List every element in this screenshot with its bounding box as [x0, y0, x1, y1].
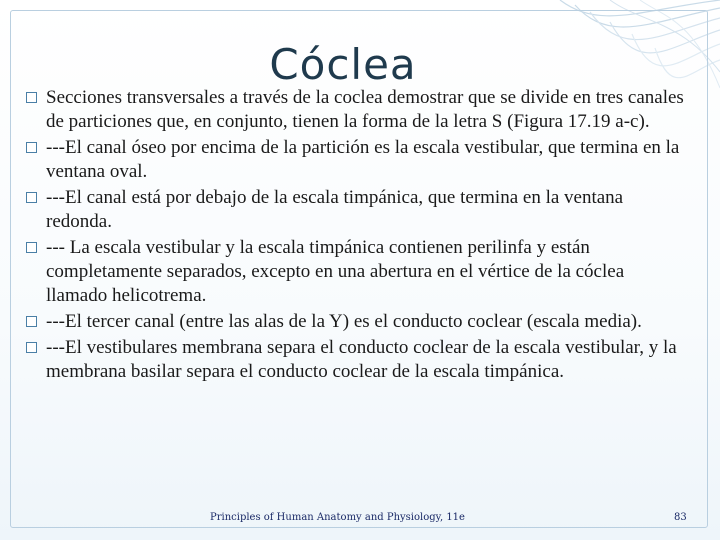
bullet-item — [26, 186, 686, 234]
bullet-item — [26, 86, 686, 134]
square-bullet-icon — [26, 342, 37, 353]
square-bullet-icon — [26, 242, 37, 253]
bullet-text: Secciones transversales a través de la coclea demostrar que se divide en tres canales de particiones que, en conjunto, tienen la forma de la letra S (Figura 17.19 a-c). — [46, 87, 684, 132]
bullet-item — [26, 310, 686, 334]
bullet-item — [26, 336, 686, 384]
bullet-text: ---El tercer canal (entre las alas de la Y) es el conducto coclear (escala media). — [46, 311, 642, 332]
bullet-item — [26, 236, 686, 308]
bullet-text: ---El canal está por debajo de la escala timpánica, que termina en la ventana redonda. — [46, 187, 624, 232]
square-bullet-icon — [26, 316, 37, 327]
bullet-text: ---El canal óseo por encima de la partición es la escala vestibular, que termina en la ventana oval. — [46, 137, 680, 182]
square-bullet-icon — [26, 142, 37, 153]
square-bullet-icon — [26, 92, 37, 103]
footer-source: Principles of Human Anatomy and Physiology, 11e — [210, 512, 465, 523]
bullet-item — [26, 136, 686, 184]
bullet-list — [26, 86, 686, 386]
page-number: 83 — [674, 512, 687, 523]
square-bullet-icon — [26, 192, 37, 203]
bullet-text: --- La escala vestibular y la escala timpánica contienen perilinfa y están completamente separados, excepto en una abertura en el vértice de la cóclea llamado helicotrema. — [46, 237, 625, 306]
bullet-text: ---El vestibulares membrana separa el conducto coclear de la escala vestibular, y la membrana basilar separa el conducto coclear de la escala timpánica. — [46, 337, 677, 382]
slide-title: Cóclea — [269, 40, 417, 89]
